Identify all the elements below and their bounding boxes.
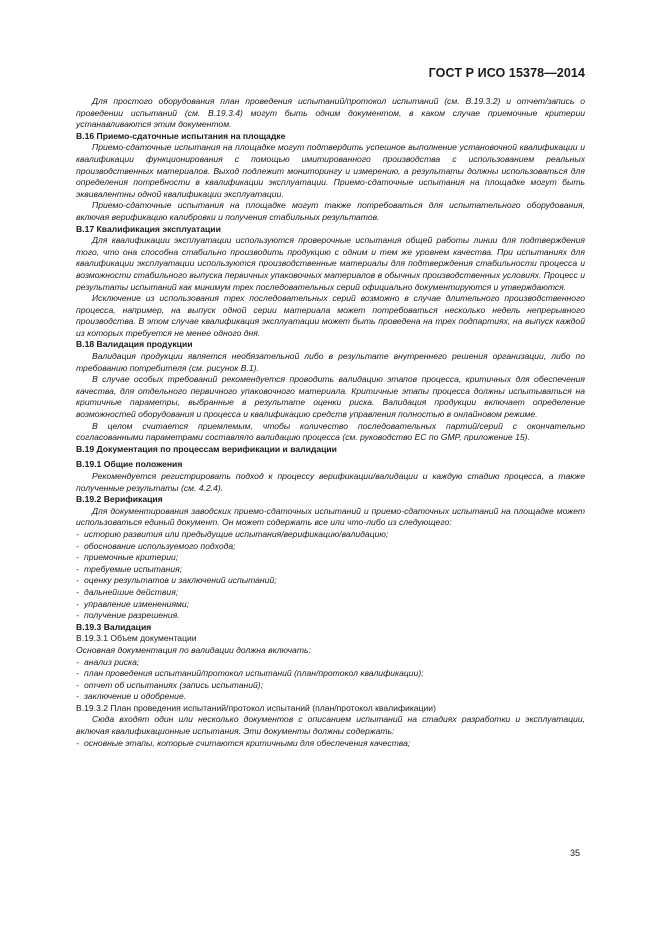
paragraph: В случае особых требований рекомендуется проводить валидацию этапов процесса, критичных для обеспечения качества, для отдельного первичного упаковочного материала. Критичные этапы процесса должны испытываться на критичные параметры, выбранные в результате оценки риска. Валидация продукции включает определение возможностей оборудования и процесса и квалификацию средств управления полностью в онлайновом режиме.	[76, 374, 585, 420]
subsection-b19-2-title: В.19.2 Верификация	[76, 494, 163, 505]
document-body	[76, 96, 585, 749]
paragraph: Сюда входят один или несколько документов с описанием испытаний на стадиях разработки и эксплуатации, включая квалификационные испытания. Эти документы должны содержать:	[76, 714, 585, 737]
section-b19-title: В.19 Документация по процессам верификации и валидации	[76, 443, 337, 454]
list-item: - приемочные критерии;	[76, 552, 585, 564]
list-item: - управление изменениями;	[76, 599, 585, 611]
paragraph: Валидация продукции является необязательной либо в результате внутреннего решения организации, либо по требованию потребителя (см. рисунок В.1).	[76, 351, 585, 373]
page-number: 35	[570, 848, 581, 858]
verification-list	[76, 529, 585, 622]
intro-paragraph: Для простого оборудования план проведения испытаний/протокол испытаний (см. В.19.3.2) и отчет/запись о проведении испытаний (см. В.19.3.4) могут быть одним документом, в каком случае приемочные критерии устанавливаются этим документом.	[76, 96, 585, 130]
subsection-b19-3-1-title: В.19.3.1 Объем документации	[76, 633, 197, 644]
list-item: - получение разрешения.	[76, 610, 585, 622]
paragraph: Исключение из использования трех последовательных серий возможно в случае длительного производственного процесса, например, на выпуск одной серии материала может потребоваться несколько недель непрерывного производства. В этом случае квалификация эксплуатации может быть проведена на трех подпартиях, на выпуск каждой из которых требуется не менее одного дня.	[76, 293, 585, 338]
section-b17-title: В.17 Квалификация эксплуатации	[76, 223, 221, 234]
list-item: - дальнейшие действия;	[76, 587, 585, 599]
list-item: - историю развития или предыдущие испытания/верификацию/валидацию;	[76, 529, 585, 541]
list-item: - основные этапы, которые считаются критичными для обеспечения качества;	[76, 738, 585, 750]
subsection-b19-3-2-title: В.19.3.2 План проведения испытаний/протокол испытаний (план/протокол квалификации)	[76, 702, 436, 713]
validation-docs-list	[76, 657, 585, 703]
paragraph: Приемо-сдаточные испытания на площадке могут подтвердить успешное выполнение установочной квалификации и квалификации функционирования с помощью имитированного производства с использованием реальных производственных материалов. Выход подлежит мониторингу и измерению, а результаты должны использоваться для определения потребности в квалификации эксплуатации. Приемо-сдаточные испытания на площадке могут быть эквивалентны одной квалификации эксплуатации.	[76, 142, 585, 199]
subsection-b19-3-title: В.19.3 Валидация	[76, 621, 152, 632]
paragraph: Для квалификации эксплуатации используются проверочные испытания общей работы линии для подтверждения того, что она способна стабильно производить продукцию с одним и тем же уровнем качества. При испытаниях для квалификации эксплуатации используются производственные материалы для подтверждения стабильности процесса и возможности стабильного выпуска первичных упаковочных материалов в обычных производственных условиях. Процесс и результаты испытаний как минимум трех последовательных серий официально документируются и утверждаются.	[76, 235, 585, 292]
list-item: - оценку результатов и заключений испытаний;	[76, 575, 585, 587]
paragraph: В целом считается приемлемым, чтобы количество последовательных партий/серий с окончательно согласованными параметрами составляло валидацию процесса (см. руководство ЕС по GMP, приложение 15).	[76, 420, 585, 443]
list-item: - заключение и одобрение.	[76, 691, 585, 703]
list-item: - отчет об испытаниях (запись испытаний);	[76, 680, 585, 692]
section-b16-title: В.16 Приемо-сдаточные испытания на площадке	[76, 130, 286, 141]
list-item: - анализ риска;	[76, 657, 585, 669]
list-item: - план проведения испытаний/протокол испытаний (план/протокол квалификации);	[76, 668, 585, 680]
document-header: ГОСТ Р ИСО 15378—2014	[428, 66, 585, 80]
subsection-b19-1-title: В.19.1 Общие положения	[76, 459, 183, 470]
paragraph: Приемо-сдаточные испытания на площадке могут также потребоваться для испытательного оборудования, включая верификацию калибровки и получения стабильных результатов.	[76, 200, 585, 222]
paragraph: Основная документация по валидации должна включать:	[76, 644, 311, 655]
paragraph: Рекомендуется регистрировать подход к процессу верификации/валидации и каждую стадию процесса, а также полученные результаты (см. 4.2.4).	[76, 471, 585, 493]
section-b18-title: В.18 Валидация продукции	[76, 339, 193, 350]
list-item: - требуемые испытания;	[76, 564, 585, 576]
test-plan-list	[76, 738, 585, 750]
list-item: - обоснование используемого подхода;	[76, 541, 585, 553]
paragraph: Для документирования заводских приемо-сдаточных испытаний и приемо-сдаточных испытаний на площадке может использоваться единый документ. Он может содержать все или что-либо из следующего:	[76, 505, 585, 528]
